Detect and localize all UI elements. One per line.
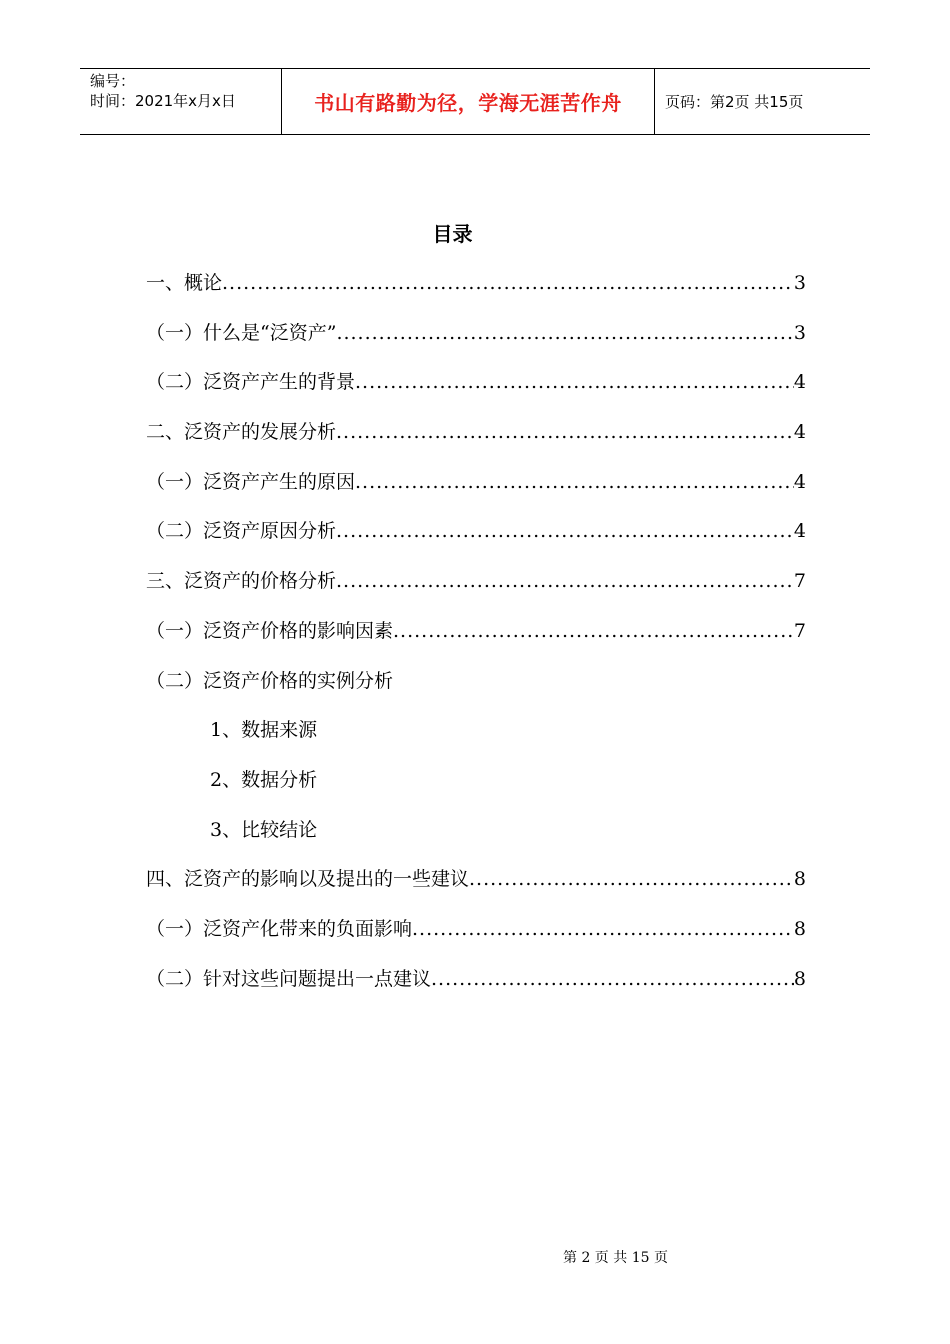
toc-leader-dots	[431, 962, 794, 996]
toc-entry-label: （二）泛资产产生的背景	[146, 371, 356, 394]
toc-entry-label: （一）泛资产价格的影响因素	[146, 619, 394, 642]
toc-entry-label: 3、比较结论	[210, 818, 318, 841]
toc-entry[interactable]	[146, 316, 806, 366]
toc-entry-label: 1、数据来源	[210, 719, 318, 742]
toc-leader-dots	[336, 564, 794, 598]
toc-entry-label: 2、数据分析	[210, 768, 318, 791]
toc-entry-label: （一）泛资产产生的原因	[146, 470, 356, 493]
toc-title: 目录	[432, 222, 473, 246]
toc-entry-page: 3	[793, 321, 806, 344]
toc-leader-dots	[336, 415, 794, 449]
toc-entry[interactable]	[146, 813, 806, 863]
toc-leader-dots	[412, 912, 794, 946]
header-meta-cell	[80, 69, 282, 134]
toc-entry-page: 4	[793, 470, 806, 493]
toc-entry-page: 8	[793, 868, 806, 891]
toc-entry-label: 三、泛资产的价格分析	[146, 570, 337, 593]
toc-entry-label: （二）针对这些问题提出一点建议	[146, 967, 432, 990]
toc-entry[interactable]	[146, 862, 806, 912]
toc-entry-label: （一）什么是“泛资产”	[146, 321, 337, 344]
toc-leader-dots	[355, 465, 794, 499]
document-number-label: 编号：	[90, 72, 136, 90]
toc-entry[interactable]	[146, 962, 806, 1012]
toc-entry-page: 7	[793, 570, 806, 593]
toc-entry-page: 7	[793, 619, 806, 642]
toc-entry[interactable]	[146, 664, 806, 714]
toc-entry-page: 4	[793, 371, 806, 394]
toc-leader-dots	[222, 266, 794, 300]
toc-entry-label: 二、泛资产的发展分析	[146, 421, 337, 444]
toc-leader-dots	[469, 862, 794, 896]
toc-entry-page: 4	[793, 421, 806, 444]
toc-entry[interactable]	[146, 564, 806, 614]
toc-entry[interactable]	[146, 912, 806, 962]
toc-leader-dots	[336, 316, 793, 350]
table-of-contents	[146, 266, 806, 1011]
toc-entry-page: 8	[793, 917, 806, 940]
toc-entry[interactable]	[146, 266, 806, 316]
toc-entry[interactable]	[146, 415, 806, 465]
page-footer: 第 2 页 共 15 页	[563, 1250, 668, 1266]
toc-entry[interactable]	[146, 713, 806, 763]
toc-leader-dots	[393, 614, 794, 648]
header-page-info: 页码：第2页 共15页	[665, 93, 804, 111]
page-header	[80, 68, 870, 135]
toc-entry-page: 4	[793, 520, 806, 543]
toc-entry-label: （二）泛资产价格的实例分析	[146, 669, 394, 692]
toc-entry[interactable]	[146, 465, 806, 515]
toc-entry[interactable]	[146, 763, 806, 813]
header-motto: 书山有路勤为径，学海无涯苦作舟	[282, 69, 655, 134]
document-time-label: 时间：2021年x月x日	[90, 92, 236, 110]
toc-entry-label: 四、泛资产的影响以及提出的一些建议	[146, 868, 470, 891]
toc-entry[interactable]	[146, 365, 806, 415]
toc-entry[interactable]	[146, 614, 806, 664]
toc-entry-label: （一）泛资产化带来的负面影响	[146, 917, 413, 940]
toc-leader-dots	[355, 365, 794, 399]
toc-entry-label: （二）泛资产原因分析	[146, 520, 337, 543]
toc-entry[interactable]	[146, 514, 806, 564]
toc-entry-page: 3	[793, 272, 806, 294]
toc-entry-page: 8	[793, 967, 806, 990]
toc-entry-label: 一、概论	[146, 272, 223, 294]
toc-leader-dots	[336, 514, 794, 548]
